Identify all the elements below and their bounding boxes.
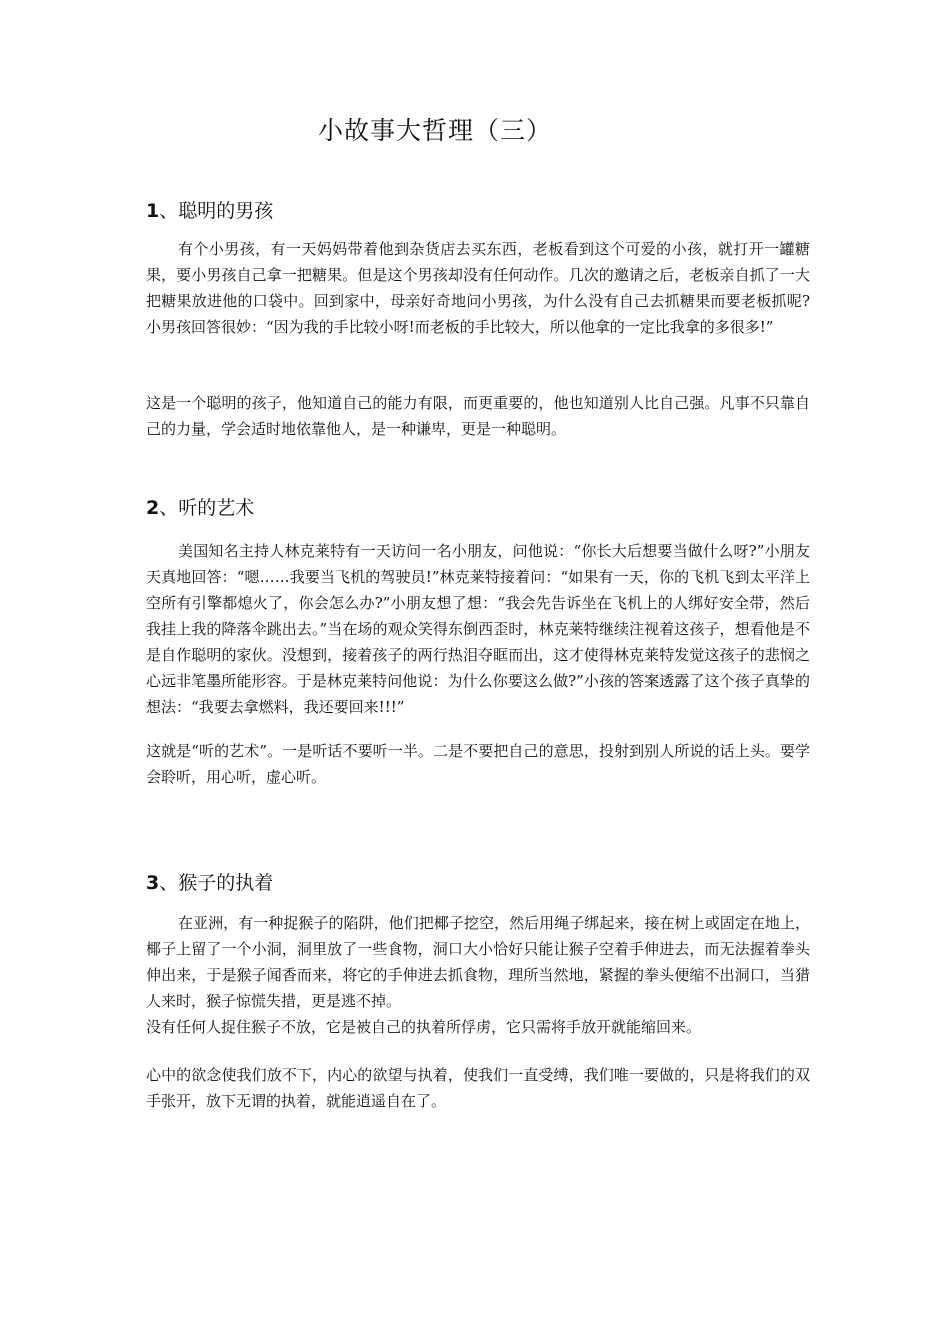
section-3-note: 没有任何人捉住猴子不放，它是被自己的执着所俘虏，它只需将手放开就能缩回来。 bbox=[146, 1018, 702, 1036]
section-number: 2 bbox=[146, 497, 160, 519]
section-heading-2 bbox=[146, 494, 254, 522]
section-number: 1 bbox=[146, 200, 160, 222]
section-1-moral: 这是一个聪明的孩子，他知道自己的能力有限，而更重要的，他也知道别人比自己强。凡事不只靠自己的力量，学会适时地依靠他人，是一种谦卑，更是一种聪明。 bbox=[146, 394, 810, 438]
section-2-moral: 这就是“听的艺术”。一是听话不要听一半。二是不要把自己的意思，投射到别人所说的话上头。要学会聆听，用心听，虚心听。 bbox=[146, 742, 810, 786]
section-number: 3 bbox=[146, 872, 160, 894]
section-heading-3 bbox=[146, 869, 273, 897]
section-heading-1 bbox=[146, 197, 273, 225]
section-title: 、聪明的男孩 bbox=[159, 200, 274, 222]
section-title: 、听的艺术 bbox=[159, 497, 255, 519]
section-2-story: 美国知名主持人林克莱特有一天访问一名小朋友，问他说：“你长大后想要当做什么呀?”小朋友天真地回答：“嗯……我要当飞机的驾驶员!”林克莱特接着问：“如果有一天，你的飞机飞到太平洋上空所有引擎都熄火了，你会怎么办?”小朋友想了想：“我会先告诉坐在飞机上的人绑好安全带，然后我挂上我的降落伞跳出去。”当在场的观众笑得东倒西歪时，林克莱特继续注视着这孩子，想看他是不是自作聪明的家伙。没想到，接着孩子的两行热泪夺眶而出，这才使得林克莱特发觉这孩子的悲悯之心远非笔墨所能形容。于是林克莱特问他说：为什么你要这么做?”小孩的答案透露了这个孩子真挚的想法：“我要去拿燃料，我还要回来!!!” bbox=[146, 542, 810, 716]
section-3-moral: 心中的欲念使我们放不下，内心的欲望与执着，使我们一直受缚，我们唯一要做的，只是将我们的双手张开，放下无谓的执着，就能逍遥自在了。 bbox=[146, 1066, 810, 1110]
section-3-story: 在亚洲，有一种捉猴子的陷阱，他们把椰子挖空，然后用绳子绑起来，接在树上或固定在地上，椰子上留了一个小洞，洞里放了一些食物，洞口大小恰好只能让猴子空着手伸进去，而无法握着拳头伸出来，于是猴子闻香而来，将它的手伸进去抓食物，理所当然地，紧握的拳头便缩不出洞口，当猎人来时，猴子惊慌失措，更是逃不掉。 bbox=[146, 914, 810, 1010]
section-title: 、猴子的执着 bbox=[159, 872, 274, 894]
section-1-story: 有个小男孩，有一天妈妈带着他到杂货店去买东西，老板看到这个可爱的小孩，就打开一罐糖果，要小男孩自己拿一把糖果。但是这个男孩却没有任何动作。几次的邀请之后，老板亲自抓了一大把糖果放进他的口袋中。回到家中，母亲好奇地问小男孩，为什么没有自己去抓糖果而要老板抓呢?小男孩回答很妙：“因为我的手比较小呀!而老板的手比较大，所以他拿的一定比我拿的多很多!” bbox=[146, 240, 810, 336]
document-title: 小故事大哲理（三） bbox=[317, 116, 552, 145]
